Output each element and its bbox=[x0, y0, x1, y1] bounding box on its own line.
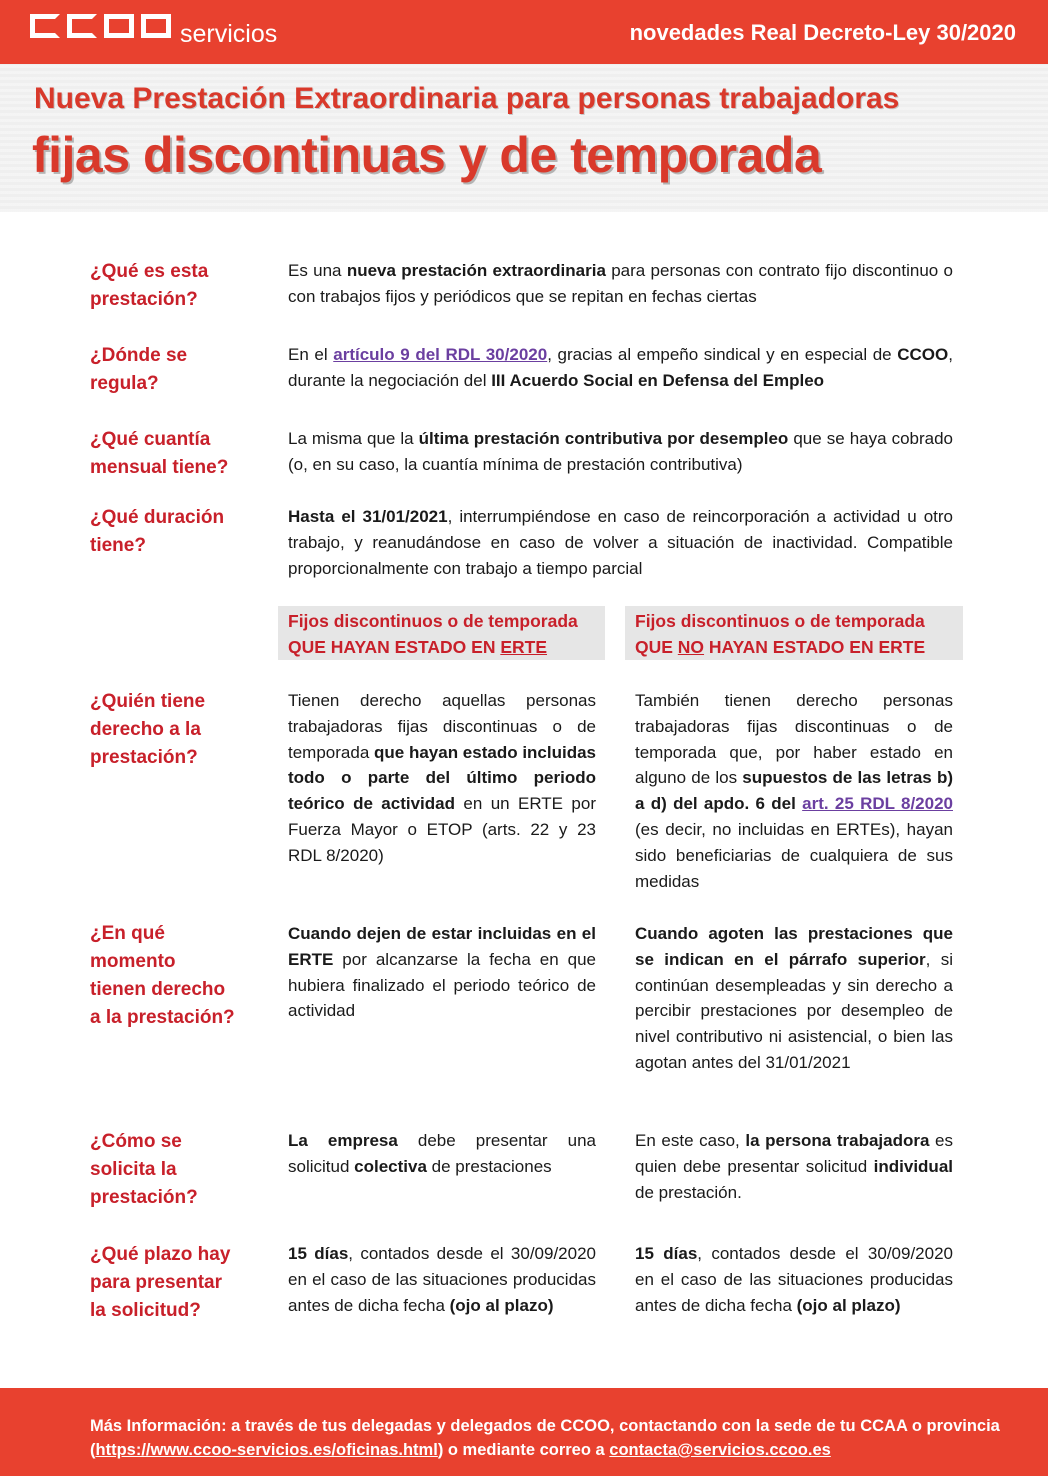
header-bar bbox=[0, 0, 1048, 64]
question-where bbox=[90, 342, 265, 398]
answer-when-no-erte: Cuando agoten las prestaciones que se indican en el párrafo superior, si continúan desempleadas y sin derecho a percibir prestaciones por desempleo de nivel contributivo ni asistencial, o bien las agotan antes del 31/01/2021 bbox=[635, 924, 953, 1072]
answer-deadline-erte: 15 días, contados desde el 30/09/2020 en el caso de las situaciones producidas antes de dicha fecha (ojo al plazo) bbox=[288, 1244, 597, 1315]
answer-amount: La misma que la última prestación contributiva por desempleo que se haya cobrado (o, en su caso, la cuantía mínima de prestación contributiva) bbox=[288, 429, 954, 474]
question-what bbox=[90, 258, 265, 314]
question-line: derecho a la bbox=[90, 719, 201, 740]
answer-how-no-erte: En este caso, la persona trabajadora es quien debe presentar solicitud individual de prestación. bbox=[635, 1131, 954, 1202]
contact-email-link[interactable]: contacta@servicios.ccoo.es bbox=[609, 1441, 831, 1459]
footer-info: Más Información: a través de tus delegadas y delegados de CCOO, contactando con la sede de tu CCAA o provincia (https://www.ccoo-servicios.es/oficinas.html) o mediante correo a contacta@servicios.ccoo.es bbox=[0, 1388, 1048, 1476]
column-header-no-erte: Fijos discontinuos o de temporada QUE NO HAYAN ESTADO EN ERTE bbox=[625, 606, 963, 660]
brand-name: servicios bbox=[180, 20, 278, 48]
question-line: ¿En qué bbox=[90, 923, 165, 944]
question-line: ¿Qué es esta bbox=[90, 261, 209, 282]
answer-deadline-no-erte: 15 días, contados desde el 30/09/2020 en el caso de las situaciones producidas antes de dicha fecha (ojo al plazo) bbox=[635, 1244, 954, 1315]
question-line: tiene? bbox=[90, 535, 146, 556]
question-line: para presentar bbox=[90, 1272, 223, 1293]
question-line: mensual tiene? bbox=[90, 457, 229, 478]
question-how bbox=[90, 1128, 265, 1212]
question-line: a la prestación? bbox=[90, 1007, 235, 1028]
answer-where: En el artículo 9 del RDL 30/2020, gracias al empeño sindical y en especial de CCOO, durante la negociación del III Acuerdo Social en Defensa del Empleo bbox=[288, 345, 953, 390]
offices-link[interactable]: https://www.ccoo-servicios.es/oficinas.html bbox=[95, 1441, 438, 1459]
rdl-8-2020-link[interactable]: art. 25 RDL 8/2020 bbox=[802, 794, 953, 814]
decree-label: novedades Real Decreto-Ley 30/2020 bbox=[629, 20, 1016, 45]
answer-when-erte: Cuando dejen de estar incluidas en el ERTE por alcanzarse la fecha en que hubiera finalizado el periodo teórico de actividad bbox=[288, 924, 596, 1021]
question-line: prestación? bbox=[90, 747, 198, 768]
question-line: ¿Cómo se bbox=[90, 1131, 182, 1152]
question-line: regula? bbox=[90, 373, 159, 394]
question-line: tienen derecho bbox=[90, 979, 226, 1000]
answer-who-no-erte: También tienen derecho personas trabajadoras fijas discontinuas o de temporada que, por haber estado en alguno de los supuestos de las letras b) a d) del apdo. 6 del art. 25 RDL 8/2020 (es decir, no incluidas en ERTEs), hayan sido beneficiarias de cualquiera de sus medidas bbox=[635, 691, 953, 891]
question-line: ¿Dónde se bbox=[90, 345, 188, 366]
question-line: ¿Qué plazo hay bbox=[90, 1244, 231, 1265]
hero-title: fijas discontinuas y de temporada bbox=[32, 127, 822, 183]
hero-banner bbox=[0, 64, 1048, 212]
rdl-article-link[interactable]: artículo 9 del RDL 30/2020 bbox=[333, 345, 548, 364]
question-when bbox=[90, 920, 265, 1032]
answer-duration: Hasta el 31/01/2021, interrumpiéndose en caso de reincorporación a actividad u otro trabajo, y reanudándose en caso de volver a situación de inactividad. Compatible proporcionalmente con trabajo a tiempo parcial bbox=[288, 507, 953, 578]
question-line: ¿Qué cuantía bbox=[90, 429, 211, 450]
logo-mark bbox=[30, 14, 171, 38]
question-line: ¿Quién tiene bbox=[90, 691, 206, 712]
answer-what: Es una nueva prestación extraordinaria para personas con contrato fijo discontinuo o con trabajos fijos y periódicos que se repitan en fechas ciertas bbox=[288, 261, 953, 306]
question-who bbox=[90, 688, 265, 772]
hero-subtitle: Nueva Prestación Extraordinaria para personas trabajadoras bbox=[34, 82, 900, 115]
question-deadline bbox=[90, 1241, 265, 1325]
column-header-erte: Fijos discontinuos o de temporada QUE HAYAN ESTADO EN ERTE bbox=[278, 606, 605, 660]
question-line: la solicitud? bbox=[90, 1300, 201, 1321]
question-duration bbox=[90, 504, 265, 560]
answer-who-erte: Tienen derecho aquellas personas trabajadoras fijas discontinuas o de temporada que hayan estado incluidas todo o parte del último periodo teórico de actividad en un ERTE por Fuerza Mayor o ETOP (arts. 22 y 23 RDL 8/2020) bbox=[288, 691, 597, 865]
question-line: momento bbox=[90, 951, 176, 972]
answer-how-erte: La empresa debe presentar una solicitud colectiva de prestaciones bbox=[288, 1131, 596, 1176]
question-line: ¿Qué duración bbox=[90, 507, 225, 528]
question-line: prestación? bbox=[90, 1187, 198, 1208]
question-line: solicita la bbox=[90, 1159, 177, 1180]
question-line: prestación? bbox=[90, 289, 198, 310]
question-amount bbox=[90, 426, 265, 482]
